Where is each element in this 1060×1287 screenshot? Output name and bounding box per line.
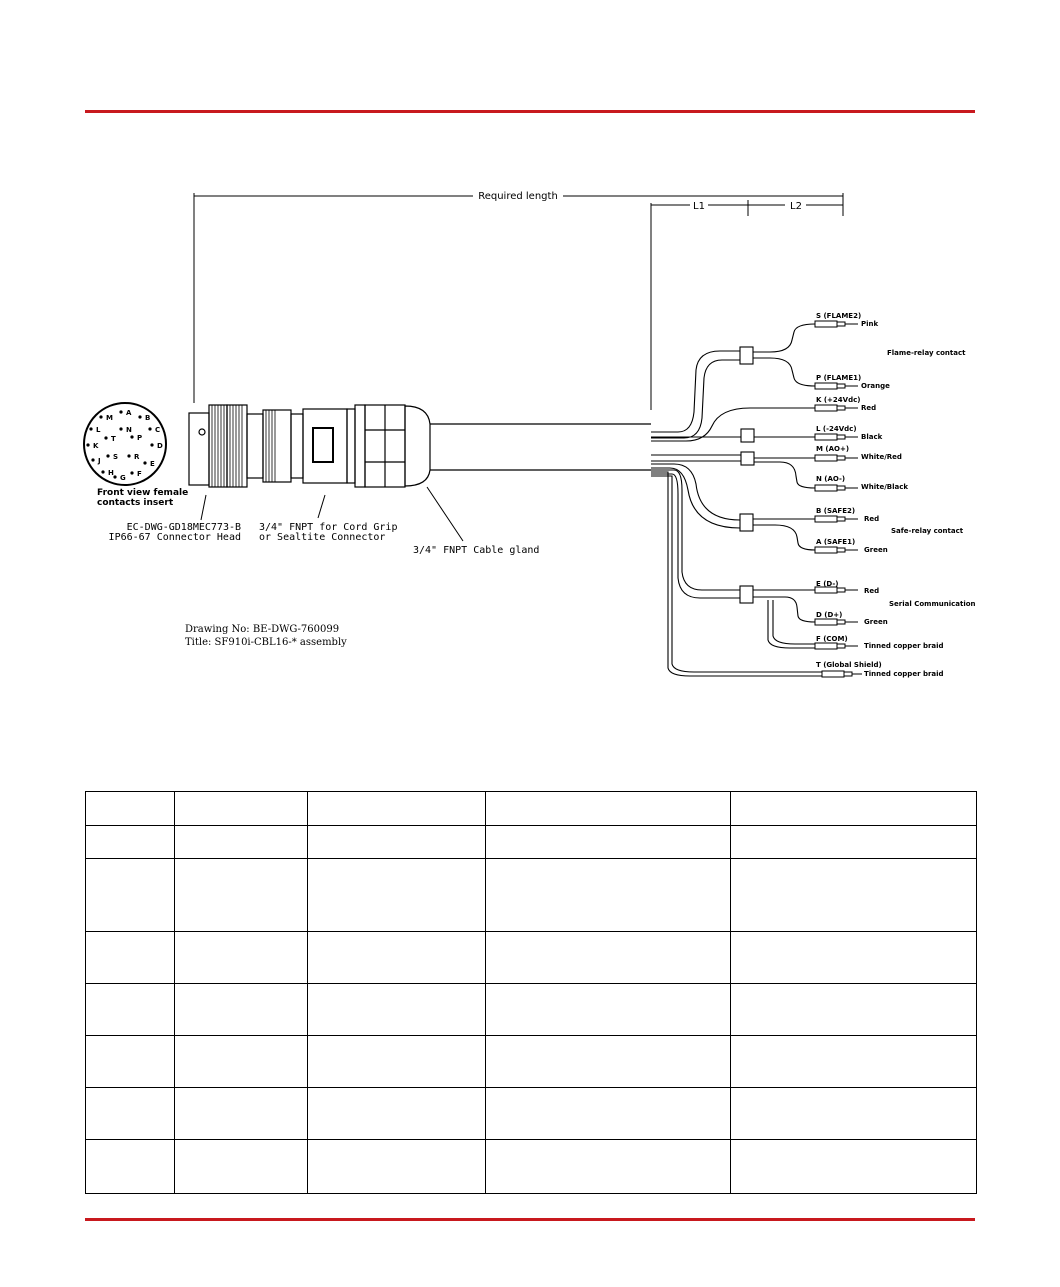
wire-label: P (FLAME1) — [816, 374, 862, 382]
insert-pin-hole — [89, 427, 92, 430]
insert-pin-hole — [86, 443, 89, 446]
cable-gland — [365, 405, 430, 487]
insert-pin-label: J — [98, 457, 101, 465]
wiring-table — [85, 791, 977, 1194]
insert-pin-label: D — [157, 442, 163, 450]
table-row — [86, 1140, 977, 1194]
table-row — [86, 792, 977, 826]
insert-pin-label: K — [93, 442, 99, 450]
wire-color: Red — [864, 515, 880, 523]
wire-color: Black — [861, 433, 883, 441]
insert-pin-hole — [127, 454, 130, 457]
wire-color: Tinned copper braid — [864, 642, 944, 650]
l1-label: L1 — [693, 201, 705, 212]
drawing-number: Drawing No: BE-DWG-760099 — [185, 624, 340, 635]
insert-pin-label: N — [126, 426, 132, 434]
insert-pin-label: T — [111, 435, 116, 443]
connector-head-callout-line2: IP66-67 Connector Head — [108, 532, 241, 543]
insert-pin-label: G — [120, 474, 126, 482]
wire-fanout — [651, 324, 822, 676]
wire-label: E (D-) — [816, 580, 839, 588]
wire-color: Red — [861, 404, 877, 412]
insert-pin-hole — [99, 415, 102, 418]
wire-color: Pink — [861, 320, 879, 328]
table-row — [86, 826, 977, 859]
cable — [430, 424, 651, 470]
insert-pin-label: A — [126, 409, 132, 417]
group-label-flame-relay: Flame-relay contact — [887, 349, 966, 357]
footer-rule — [85, 1218, 975, 1221]
insert-pin-hole — [113, 475, 116, 478]
wire-label: S (FLAME2) — [816, 312, 862, 320]
cord-grip-callout-line1: 3/4" FNPT for Cord Grip — [259, 522, 398, 533]
table-row — [86, 1036, 977, 1088]
contacts-insert — [84, 403, 166, 485]
wire-label: A (SAFE1) — [816, 538, 856, 546]
insert-pin-hole — [150, 443, 153, 446]
insert-pin-hole — [101, 470, 104, 473]
drawing-title: Title: SF910i-CBL16-* assembly — [185, 637, 347, 648]
wire-color: Green — [864, 618, 888, 626]
group-label-safe-relay: Safe-relay contact — [891, 527, 964, 535]
wire-label: T (Global Shield) — [816, 661, 882, 669]
insert-pin-hole — [130, 435, 133, 438]
wire-label: N (AO-) — [816, 475, 846, 483]
group-label-serial: Serial Communication — [889, 600, 976, 608]
insert-pin-label: F — [137, 470, 142, 478]
insert-pin-label: B — [145, 414, 151, 422]
l2-label: L2 — [790, 201, 802, 212]
wire-label: D (D+) — [816, 611, 843, 619]
cord-grip-callout-line2: or Sealtite Connector — [259, 532, 386, 543]
insert-pin-label: C — [155, 426, 161, 434]
insert-pin-label: S — [113, 453, 119, 461]
wire-color: Tinned copper braid — [864, 670, 944, 678]
table-row — [86, 1088, 977, 1140]
wire-color: White/Red — [861, 453, 902, 461]
insert-pin-hole — [148, 427, 151, 430]
wire-color: Orange — [861, 382, 890, 390]
connector-head — [189, 405, 303, 487]
table-row — [86, 984, 977, 1036]
table-row — [86, 859, 977, 932]
insert-pin-hole — [143, 461, 146, 464]
wire-label: M (AO+) — [816, 445, 850, 453]
insert-pin-hole — [106, 454, 109, 457]
insert-pin-hole — [119, 410, 122, 413]
insert-pin-label: M — [106, 414, 113, 422]
required-length-label: Required length — [478, 191, 558, 202]
cord-grip-fitting — [303, 405, 365, 487]
wire-label: B (SAFE2) — [816, 507, 856, 515]
wire-color: Green — [864, 546, 888, 554]
insert-pin-hole — [104, 436, 107, 439]
connector-head-callout-line1: EC-DWG-GD18MEC773-B — [126, 522, 241, 533]
wire-color: Red — [864, 587, 880, 595]
wire-color: White/Black — [861, 483, 909, 491]
insert-pin-label: R — [134, 453, 140, 461]
insert-pin-label: H — [108, 469, 114, 477]
wire-label: L (-24Vdc) — [816, 425, 857, 433]
required-length-dimension — [194, 193, 843, 410]
insert-pin-hole — [138, 415, 141, 418]
insert-pin-hole — [91, 458, 94, 461]
wire-label: K (+24Vdc) — [816, 396, 861, 404]
insert-pin-hole — [130, 471, 133, 474]
wire-label: F (COM) — [816, 635, 848, 643]
insert-pin-label: P — [137, 434, 143, 442]
insert-pin-hole — [119, 427, 122, 430]
insert-pin-label: E — [150, 460, 155, 468]
insert-pin-label: L — [96, 426, 101, 434]
insert-caption-line2: contacts insert — [97, 498, 174, 508]
insert-caption-line1: Front view female — [97, 488, 189, 498]
table-row — [86, 932, 977, 984]
cable-gland-callout: 3/4" FNPT Cable gland — [413, 545, 540, 556]
